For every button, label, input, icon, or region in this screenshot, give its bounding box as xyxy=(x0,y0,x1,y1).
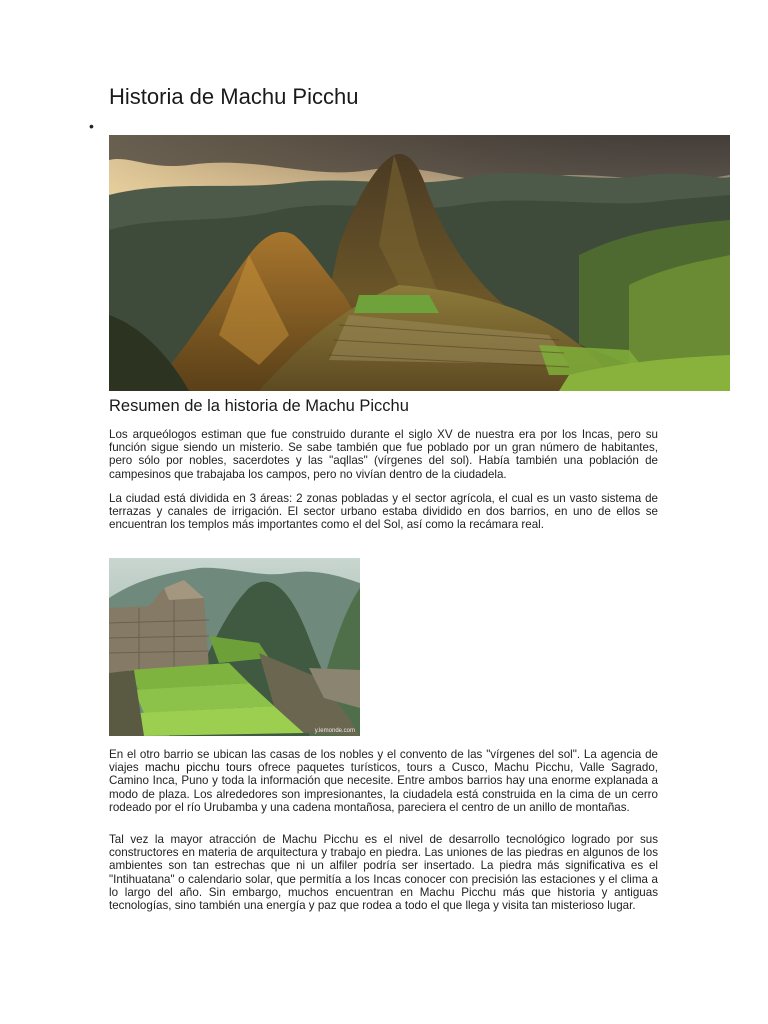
section-heading: Resumen de la historia de Machu Picchu xyxy=(109,397,409,415)
paragraph-technology: Tal vez la mayor atracción de Machu Picchu es el nivel de desarrollo tecnológico logrado por sus constructores en materia de arquitectura y trabajo en piedra. Las uniones de las piedras en algunos de los ambientes son tan estrechas que ni un alfiler podría ser insertado. La piedra más significativa es el "Intihuatana" o calendario solar, que permitía a los Incas conocer con precisión las estaciones y el clima a lo largo del año. Sin embargo, muchos encuentran en Machu Picchu más que historia y antiguas tecnologías, sino también una energía y paz que rodea a todo el que llega y visita tan misterioso lugar. xyxy=(109,833,658,913)
stone-terraces-image xyxy=(109,558,360,736)
list-bullet: • xyxy=(89,118,94,134)
paragraph-neighborhoods xyxy=(109,748,658,814)
machu-picchu-tours-link[interactable]: machu picchu tours xyxy=(145,761,252,775)
image-watermark-text: y.lemonde.com xyxy=(314,728,355,734)
paragraph-3-text-end: ofrece paquetes turísticos, tours a Cusco, Machu Picchu, Valle Sagrado, Camino Inca, Puno y toda la información que necesite. Entre ambos barrios hay una enorme explanada a modo de plaza. Los alrededores son impresionantes, la ciudadela está construida en la cima de un cerro rodeado por el río Urubamba y una cadena montañosa, pareciera el centro de un anillo de montañas. xyxy=(109,761,659,814)
paragraph-3-text-start: En el otro barrio se ubican las casas de los nobles y el convento de las "vírgenes del sol". La agencia de viajes xyxy=(109,748,658,775)
paragraph-construction: Los arqueólogos estiman que fue construido durante el siglo XV de nuestra era por los Incas, pero su función sigue siendo un misterio. Se sabe también que fue poblado por un gran número de habitantes, pero sólo por nobles, sacerdotes y las "aqllas" (vírgenes del sol). Había también una población de campesinos que trabajaba los campos, pero no vivían dentro de la ciudadela. xyxy=(109,428,658,481)
machu-picchu-panorama-image xyxy=(109,135,730,391)
paragraph-areas: La ciudad está dividida en 3 áreas: 2 zonas pobladas y el sector agrícola, el cual es un vasto sistema de terrazas y canales de irrigación. El sector urbano estaba dividido en dos barrios, en uno de ellos se encuentran los templos más importantes como el del Sol, así como la recámara real. xyxy=(109,492,658,532)
page-title: Historia de Machu Picchu xyxy=(109,84,359,109)
